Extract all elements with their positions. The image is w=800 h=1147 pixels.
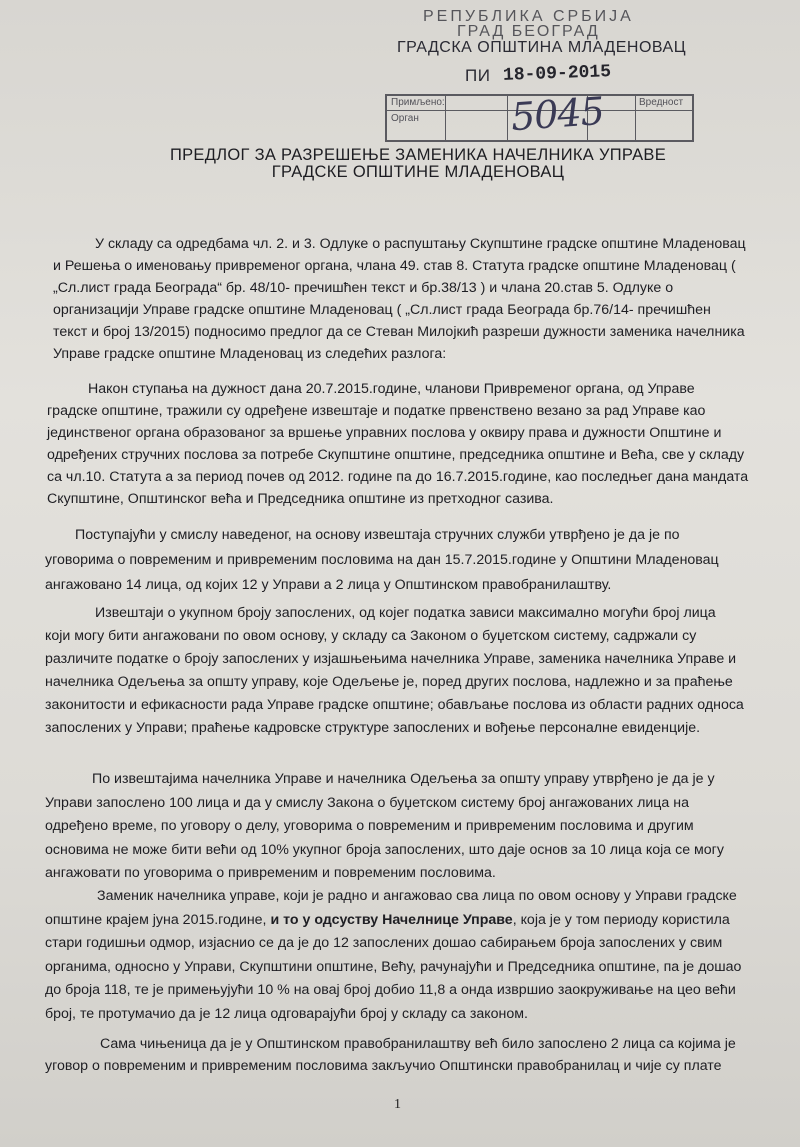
text-line: одређених стручних послова за потребе Скупштине општине, председника општине и Већа, све у складу	[47, 447, 745, 463]
text-line: уговор о повременим и привременим пословима закључио Општински правобранилац и чије су плате	[45, 1058, 722, 1074]
text-line: градске општине, тражили су одређене извештаје и податке првенствено везано за рад Управе као	[47, 403, 706, 419]
text-line: „Сл.лист града Београда“ бр. 48/10- пречишћен текст и бр.38/13 ) и члана 20.став 5. Одлуке о	[53, 280, 674, 296]
registry-stamp	[385, 6, 687, 140]
text-line: и Решења о именовању привременог органа, члана 49. став 8. Статута градске општине Младеновац (	[53, 258, 736, 274]
text-line: органима, односно у Управи, Скупштини општине, Већу, рачунајући и Председника општине, па је дошао	[45, 958, 742, 975]
text-line: У складу са одредбама чл. 2. и 3. Одлуке о распуштању Скупштине градске општине Младеновац	[95, 236, 746, 252]
stamp-city: ГРАД БЕОГРАД	[457, 23, 600, 40]
text-line: који могу бити ангажовани по овом основу, у складу са Законом о буџетском систему, садржали су	[45, 628, 697, 644]
stamp-municipality: ГРАДСКА ОПШТИНА МЛАДЕНОВАЦ	[397, 39, 687, 56]
text-line	[45, 909, 767, 933]
text-line: различите податке о броју запослених у изјашњењима начелника Управе, заменика начелника Управе и	[45, 651, 737, 667]
text-line: Сама чињеница да је у Општинском правобранилаштву већ било запослено 2 лица са којима је	[100, 1036, 736, 1052]
text-line: основима не може бити већи од 10% укупног броја запослених, што даје основ за 10 лица која се могу	[45, 841, 724, 858]
text-line: уговорима о повременим и привременим пословима на дан 15.7.2015.године у Општини Младеновац	[45, 552, 719, 568]
stamp-value-label: Вредност	[639, 97, 684, 108]
text-run: општине крајем јуна 2015.године,	[45, 911, 271, 928]
text-line: до броја 118, те је примењујући 10 % на овај број добио 11,8 а онда извршио заокруживање на цео већи	[45, 982, 736, 998]
text-line: запослених у Управи; праћење кадровске структуре запослених и вођење персоналне евиденције.	[45, 720, 701, 736]
stamp-handwritten-number: 5045	[509, 88, 606, 140]
text-line: организацији Управе градске општине Младеновац ( „Сл.лист града Београда бр.76/14- пречишћен	[53, 302, 711, 318]
paragraph-4	[45, 602, 767, 740]
text-line: Заменик начелника управе, који је радно и ангажовао сва лица по овом основу у Управи градске	[97, 888, 737, 904]
text-line: Поступајући у смислу наведеног, на основу извештаја стручних служби утврђено је да је по	[75, 527, 680, 543]
paragraph-5	[45, 768, 767, 886]
text-line: одређено време, по уговору о делу, уговорима о повременим и привременим пословима и другим	[45, 818, 694, 834]
document-title-line2: ГРАДСКЕ ОПШТИНЕ МЛАДЕНОВАЦ	[271, 163, 565, 181]
text-line: начелника Одељења за општу управу, које Одељење је, поред других послова, надлежно и за праћење	[45, 674, 733, 690]
text-line: По извештајима начелника Управе и начелника Одељења за општу управу утврђено је да је у	[92, 771, 715, 787]
text-run-bold: и то у одсуству Начелнице Управе	[270, 911, 513, 928]
stamp-prefix: ПИ	[465, 66, 491, 85]
page-number: 1	[394, 1097, 401, 1112]
paragraph-6	[45, 885, 767, 1026]
text-run: , која је у том периоду користила	[512, 911, 730, 928]
text-line: ангажовано 14 лица, од којих 12 у Управи а 2 лица у Општинском правобранилаштву.	[45, 577, 612, 593]
paragraph-7	[45, 1033, 767, 1077]
text-line: законитости и ефикасности рада Управе градске општине; обављање послова из области радних односа	[45, 697, 744, 713]
stamp-republic: РЕПУБЛИКА СРБИЈА	[423, 8, 634, 25]
text-line: ангажовати по уговорима о привременим и повременим пословима.	[45, 865, 496, 881]
stamp-date: 18-09-2015	[502, 62, 612, 86]
document-title-line1: ПРЕДЛОГ ЗА РАЗРЕШЕЊЕ ЗАМЕНИКА НАЧЕЛНИКА УПРАВЕ	[169, 146, 667, 164]
text-line: Скупштине, Општинског већа и Председника општине из претходног сазива.	[47, 491, 554, 507]
text-line: Управи запослено 100 лица и да у смислу Закона о буџетском систему број ангажованих лица на	[45, 794, 689, 811]
text-line: стари годишњи одмор, изјаснио се да је до 12 запослених дошао сабирањем броја запослених у свим	[45, 935, 723, 951]
text-line: Управе градске општине Младеновац из следећих разлога:	[53, 346, 447, 362]
paragraph-1	[45, 233, 767, 365]
text-line: Након ступања на дужност дана 20.7.2015.године, чланови Привременог органа, од Управе	[88, 381, 695, 397]
text-line: јединственог органа образованог за вршење управних послова у оквиру права и дужности Општине и	[47, 425, 722, 441]
paragraph-3	[45, 523, 767, 598]
text-line: Извештаји о укупном броју запослених, од којег податка зависи максимално могући број лица	[95, 605, 716, 621]
stamp-received-label: Примљено:	[391, 97, 445, 108]
stamp-organ-label: Орган	[391, 113, 419, 124]
text-line: број, те протумачио да је 12 лица одговарајући број у складу са законом.	[45, 1005, 528, 1022]
text-line: са чл.10. Статута а за период почев од 2012. године па до 16.7.2015.године, као последњег дана мандата	[47, 469, 749, 485]
paragraph-2	[45, 378, 767, 510]
text-line: текст и број 13/2015) подносимо предлог да се Стеван Милојкић разреши дужности заменика начелника	[53, 324, 745, 340]
